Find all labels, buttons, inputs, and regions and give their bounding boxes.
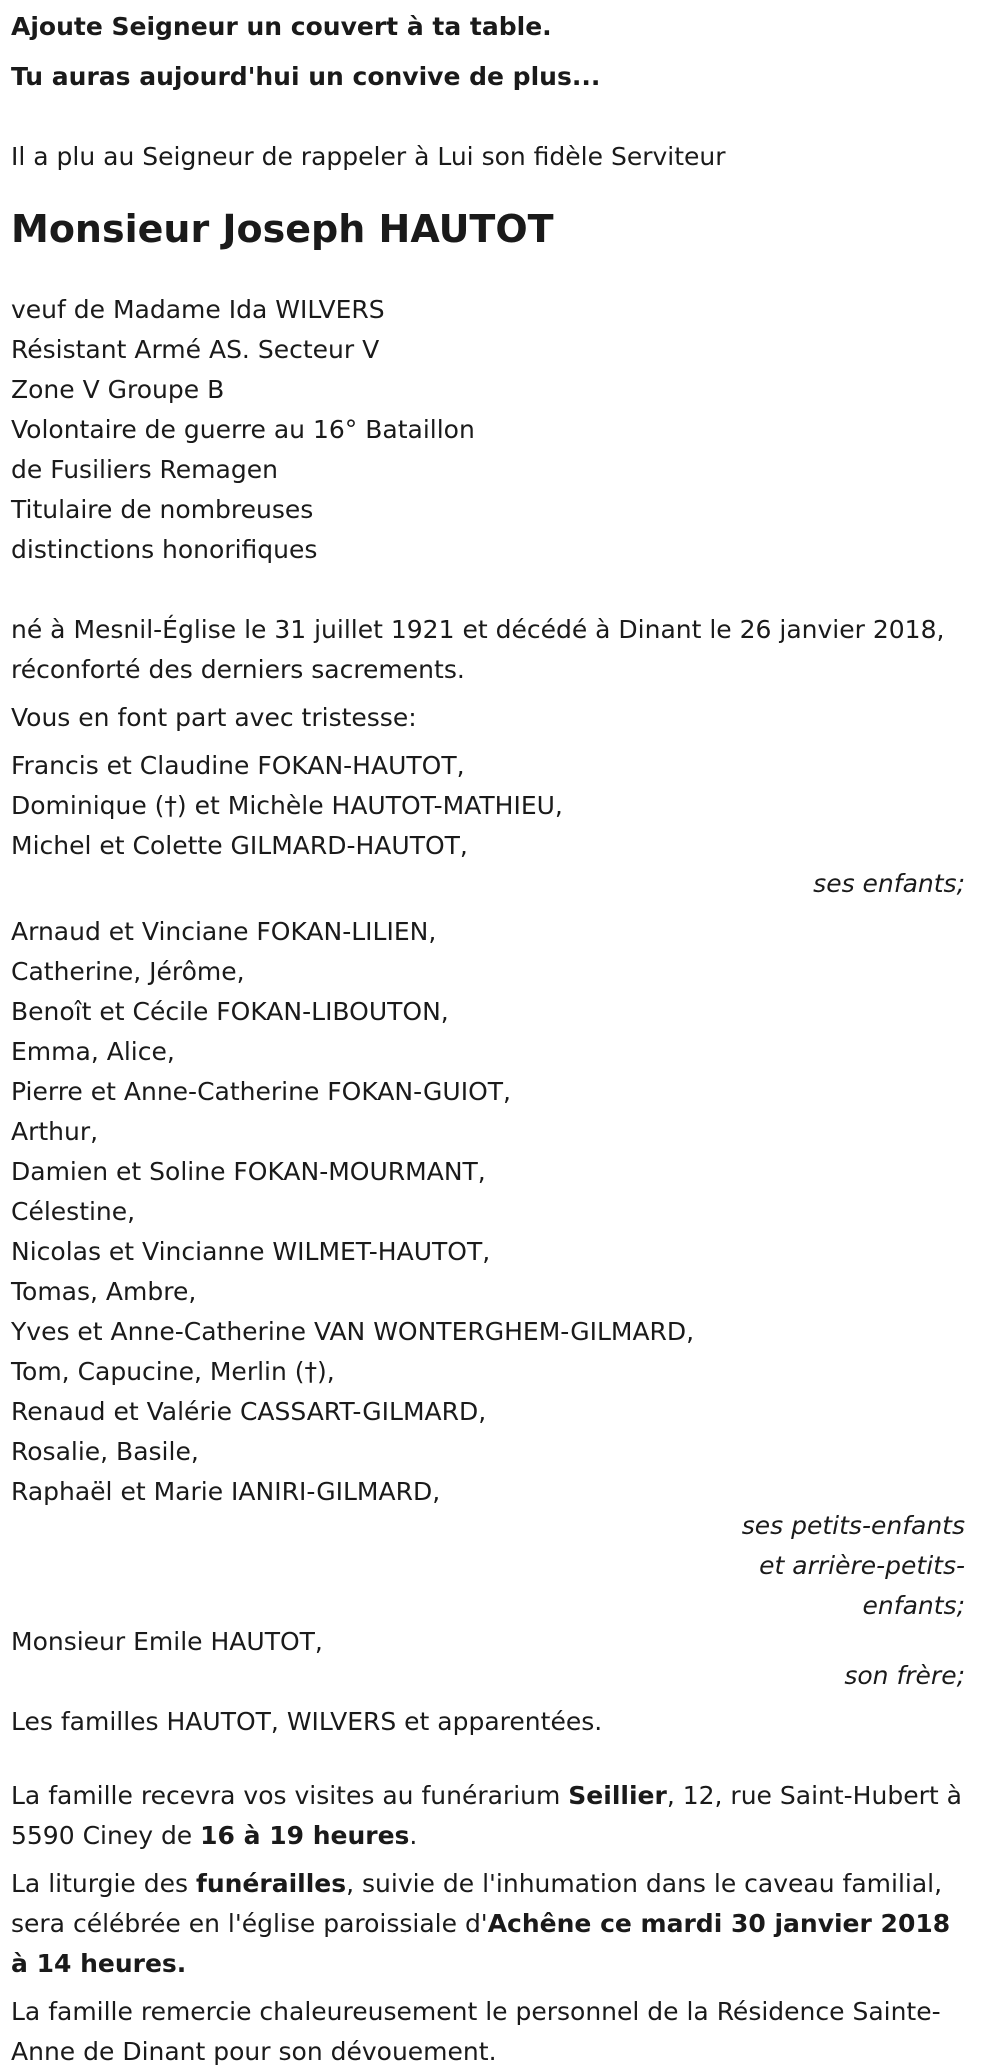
qualification-line: Volontaire de guerre au 16° Bataillon bbox=[11, 415, 475, 444]
brother-group bbox=[11, 1622, 965, 1696]
announce-text: Vous en font part avec tristesse: bbox=[11, 703, 417, 732]
relation-label: enfants; bbox=[862, 1591, 965, 1620]
relation-label: et arrière-petits- bbox=[759, 1551, 965, 1580]
mourner-name: Catherine, Jérôme, bbox=[11, 957, 245, 986]
intro-text: Il a plu au Seigneur de rappeler à Lui son fidèle Serviteur bbox=[11, 142, 726, 171]
visits-info bbox=[11, 1776, 965, 1856]
mourner-name: Emma, Alice, bbox=[11, 1037, 175, 1066]
relation-label: ses enfants; bbox=[813, 869, 965, 898]
mourner-name: Benoît et Cécile FOKAN-LIBOUTON, bbox=[11, 997, 449, 1026]
funeral-home-name: Seillier bbox=[568, 1781, 667, 1810]
birth-death-line: réconforté des derniers sacrements. bbox=[11, 655, 465, 684]
mourner-name: Renaud et Valérie CASSART-GILMARD, bbox=[11, 1397, 487, 1426]
mourner-name: Francis et Claudine FOKAN-HAUTOT, bbox=[11, 751, 465, 780]
qualification-line: veuf de Madame Ida WILVERS bbox=[11, 295, 385, 324]
grandchildren-group bbox=[11, 912, 965, 1626]
thanks-text: La famille remercie chaleureusement le personnel de la Résidence Sainte-Anne de Dinant pour son dévouement. bbox=[11, 1997, 941, 2066]
mourner-name: Monsieur Emile HAUTOT, bbox=[11, 1627, 323, 1656]
mourner-name: Célestine, bbox=[11, 1197, 136, 1226]
mourner-name: Arnaud et Vinciane FOKAN-LILIEN, bbox=[11, 917, 437, 946]
qualification-line: de Fusiliers Remagen bbox=[11, 455, 278, 484]
relation-label: son frère; bbox=[844, 1661, 965, 1690]
visits-text: . bbox=[409, 1821, 418, 1850]
families-line: Les familles HAUTOT, WILVERS et apparentées. bbox=[11, 1707, 603, 1736]
visits-text: , 12, rue Saint-Hubert à 5590 Ciney de bbox=[11, 1781, 962, 1850]
visiting-hours: 16 à 19 heures bbox=[200, 1821, 410, 1850]
relation-label: ses petits-enfants bbox=[741, 1511, 965, 1540]
mourner-name: Yves et Anne-Catherine VAN WONTERGHEM-GILMARD, bbox=[11, 1317, 695, 1346]
mourner-name: Michel et Colette GILMARD-HAUTOT, bbox=[11, 831, 468, 860]
birth-death-line: né à Mesnil-Église le 31 juillet 1921 et décédé à Dinant le 26 janvier 2018, bbox=[11, 615, 945, 644]
qualifications bbox=[11, 290, 965, 570]
mourner-name: Nicolas et Vincianne WILMET-HAUTOT, bbox=[11, 1237, 491, 1266]
qualification-line: distinctions honorifiques bbox=[11, 535, 318, 564]
mourner-name: Raphaël et Marie IANIRI-GILMARD, bbox=[11, 1477, 441, 1506]
deceased-name: Monsieur Joseph HAUTOT bbox=[11, 207, 554, 251]
mourner-name: Dominique (†) et Michèle HAUTOT-MATHIEU, bbox=[11, 791, 563, 820]
mourner-name: Tom, Capucine, Merlin (†), bbox=[11, 1357, 335, 1386]
mourner-name: Damien et Soline FOKAN-MOURMANT, bbox=[11, 1157, 486, 1186]
funeral-text: , suivie de l'inhumation dans le caveau familial, sera célébrée en l'église paroissiale d' bbox=[11, 1869, 943, 1938]
birth-death-info bbox=[11, 610, 965, 690]
funeral-word: funérailles bbox=[195, 1869, 347, 1898]
poem-line-1: Ajoute Seigneur un couvert à ta table. bbox=[11, 12, 552, 41]
funeral-date-time: Achêne ce mardi 30 janvier 2018 à 14 heures. bbox=[11, 1909, 951, 1978]
qualification-line: Titulaire de nombreuses bbox=[11, 495, 314, 524]
qualification-line: Zone V Groupe B bbox=[11, 375, 225, 404]
poem-line-2: Tu auras aujourd'hui un convive de plus... bbox=[11, 62, 601, 91]
funeral-info bbox=[11, 1864, 965, 1984]
qualification-line: Résistant Armé AS. Secteur V bbox=[11, 335, 380, 364]
funeral-text: La liturgie des bbox=[11, 1869, 196, 1898]
mourner-name: Pierre et Anne-Catherine FOKAN-GUIOT, bbox=[11, 1077, 511, 1106]
mourner-name: Tomas, Ambre, bbox=[11, 1277, 197, 1306]
children-group bbox=[11, 746, 965, 904]
visits-text: La famille recevra vos visites au funérarium bbox=[11, 1781, 569, 1810]
mourner-name: Arthur, bbox=[11, 1117, 99, 1146]
mourner-name: Rosalie, Basile, bbox=[11, 1437, 199, 1466]
